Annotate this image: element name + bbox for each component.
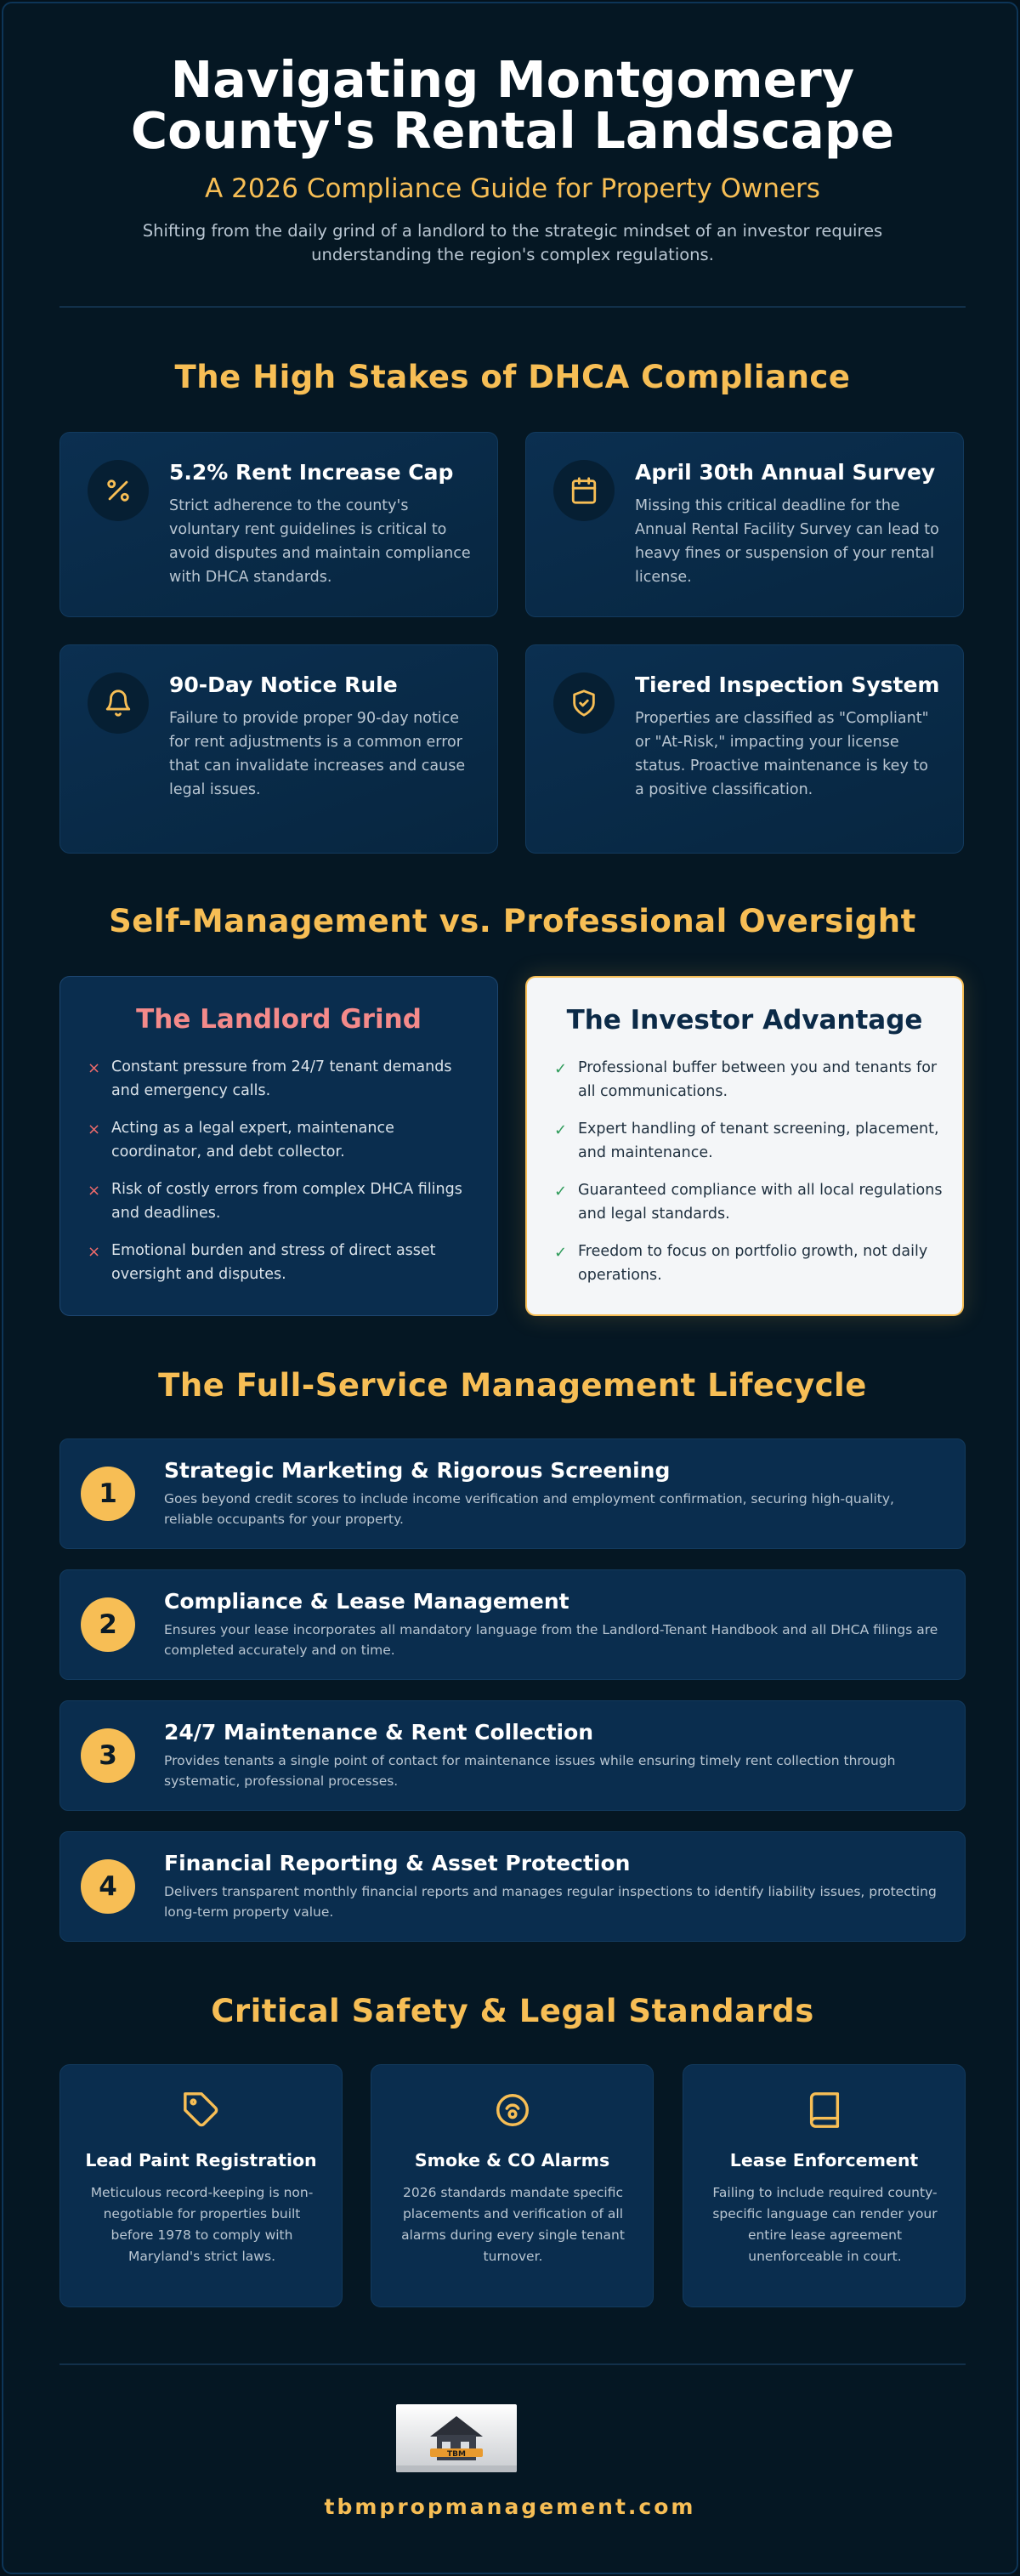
list-item: ✓ Professional buffer between you and tenants for all communications. xyxy=(554,1059,938,1100)
landlord-grind-card xyxy=(60,976,498,1316)
list-item: ✓ Guaranteed compliance with all local regulations and legal standards. xyxy=(554,1182,943,1223)
check-icon: ✓ xyxy=(554,1244,568,1262)
book-icon xyxy=(683,2091,965,2133)
shield-check-icon xyxy=(553,672,615,734)
investor-advantage-card xyxy=(525,976,964,1316)
title-line-1: Navigating Montgomery xyxy=(170,50,855,109)
check-icon: ✓ xyxy=(554,1121,568,1139)
lifecycle-step xyxy=(60,1700,966,1811)
standard-card xyxy=(60,2064,343,2307)
cons-list xyxy=(88,1055,479,1300)
step-body: Ensures your lease incorporates all mandatory language from the Landlord-Tenant Handbook and all DHCA filings are completed accurately and on time. xyxy=(164,1622,938,1658)
card-body: Meticulous record-keeping is non-negotiable for properties built before 1978 to comply with Maryland's strict laws. xyxy=(90,2185,314,2264)
standard-card xyxy=(683,2064,966,2307)
card-title: Lead Paint Registration xyxy=(85,2150,317,2170)
list-item: × Risk of costly errors from complex DHCA filings and deadlines. xyxy=(88,1181,462,1222)
pros-list xyxy=(554,1056,945,1301)
card-body: Properties are classified as "Compliant" or "At-Risk," impacting your license status. Proactive maintenance is key to a positive classification. xyxy=(635,710,929,798)
card-body: Strict adherence to the county's voluntary rent guidelines is critical to avoid disputes and maintain compliance with DHCA standards. xyxy=(169,497,471,586)
svg-text:TBM: TBM xyxy=(447,2450,466,2459)
title-line-2: County's Rental Landscape xyxy=(130,101,895,160)
stakes-card xyxy=(525,432,964,617)
alarm-icon xyxy=(371,2091,653,2133)
page-frame xyxy=(2,2,1018,2574)
page-title xyxy=(60,50,966,160)
x-mark-icon: × xyxy=(88,1059,101,1077)
standard-card xyxy=(371,2064,654,2307)
check-icon: ✓ xyxy=(554,1060,568,1078)
card-title: Lease Enforcement xyxy=(729,2150,919,2170)
card-body: Failing to include required county-specific language can render your entire lease agreement unenforceable in court. xyxy=(712,2185,938,2264)
card-title: April 30th Annual Survey xyxy=(635,460,936,485)
lifecycle-step xyxy=(60,1438,966,1549)
bell-icon xyxy=(88,672,149,734)
step-title: Compliance & Lease Management xyxy=(164,1589,570,1614)
calendar-icon xyxy=(553,460,615,521)
card-body: 2026 standards mandate specific placements and verification of all alarms during every single tenant turnover. xyxy=(401,2185,625,2264)
stakes-card xyxy=(525,644,964,854)
list-item: ✓ Expert handling of tenant screening, placement, and maintenance. xyxy=(554,1121,939,1161)
divider xyxy=(60,306,966,308)
page-subtitle: A 2026 Compliance Guide for Property Owners xyxy=(205,173,820,204)
step-number: 3 xyxy=(81,1728,135,1783)
tag-icon xyxy=(60,2091,342,2133)
percent-icon xyxy=(88,460,149,521)
list-item: × Emotional burden and stress of direct asset oversight and disputes. xyxy=(88,1242,436,1283)
lifecycle-step xyxy=(60,1831,966,1942)
list-item: × Acting as a legal expert, maintenance coordinator, and debt collector. xyxy=(88,1120,394,1160)
stakes-card xyxy=(60,432,498,617)
stakes-card xyxy=(60,644,498,854)
website-link[interactable]: tbmpropmanagement.com xyxy=(324,2494,696,2519)
section-title: Critical Safety & Legal Standards xyxy=(211,1993,814,2029)
card-body: Failure to provide proper 90-day notice for rent adjustments is a common error that can invalidate increases and cause legal issues. xyxy=(169,710,466,798)
section-title: The Full-Service Management Lifecycle xyxy=(158,1367,867,1404)
step-number: 4 xyxy=(81,1859,135,1914)
step-body: Provides tenants a single point of contact for maintenance issues while ensuring timely rent collection through systematic, professional processes. xyxy=(164,1753,896,1789)
x-mark-icon: × xyxy=(88,1182,101,1200)
lifecycle-step xyxy=(60,1569,966,1680)
section-title: Self-Management vs. Professional Oversight xyxy=(109,903,916,939)
list-item: × Constant pressure from 24/7 tenant demands and emergency calls. xyxy=(88,1058,452,1099)
card-title: The Landlord Grind xyxy=(136,1004,422,1035)
divider xyxy=(60,2363,966,2365)
list-item: ✓ Freedom to focus on portfolio growth, not daily operations. xyxy=(554,1243,928,1284)
section-title: The High Stakes of DHCA Compliance xyxy=(174,359,851,395)
card-title: Smoke & CO Alarms xyxy=(414,2150,610,2170)
card-title: 90-Day Notice Rule xyxy=(169,672,398,697)
step-body: Delivers transparent monthly financial reports and manages regular inspections to identify liability issues, protecting long-term property value. xyxy=(164,1884,937,1920)
card-title: 5.2% Rent Increase Cap xyxy=(169,460,454,485)
x-mark-icon: × xyxy=(88,1243,101,1261)
company-logo xyxy=(396,2404,517,2472)
x-mark-icon: × xyxy=(88,1121,101,1138)
step-body: Goes beyond credit scores to include income verification and employment confirmation, securing high-quality, reliable occupants for your property. xyxy=(164,1491,894,1527)
step-number: 2 xyxy=(81,1597,135,1652)
card-title: The Investor Advantage xyxy=(566,1005,923,1036)
check-icon: ✓ xyxy=(554,1183,568,1200)
step-title: Strategic Marketing & Rigorous Screening xyxy=(164,1458,671,1483)
card-body: Missing this critical deadline for the Annual Rental Facility Survey can lead to heavy fines or suspension of your rental license. xyxy=(635,497,939,586)
step-title: Financial Reporting & Asset Protection xyxy=(164,1851,631,1875)
step-title: 24/7 Maintenance & Rent Collection xyxy=(164,1720,594,1745)
card-title: Tiered Inspection System xyxy=(635,672,940,697)
intro-text: Shifting from the daily grind of a landlord to the strategic mindset of an investor requires understanding the region's complex regulations. xyxy=(142,221,883,264)
step-number: 1 xyxy=(81,1467,135,1521)
